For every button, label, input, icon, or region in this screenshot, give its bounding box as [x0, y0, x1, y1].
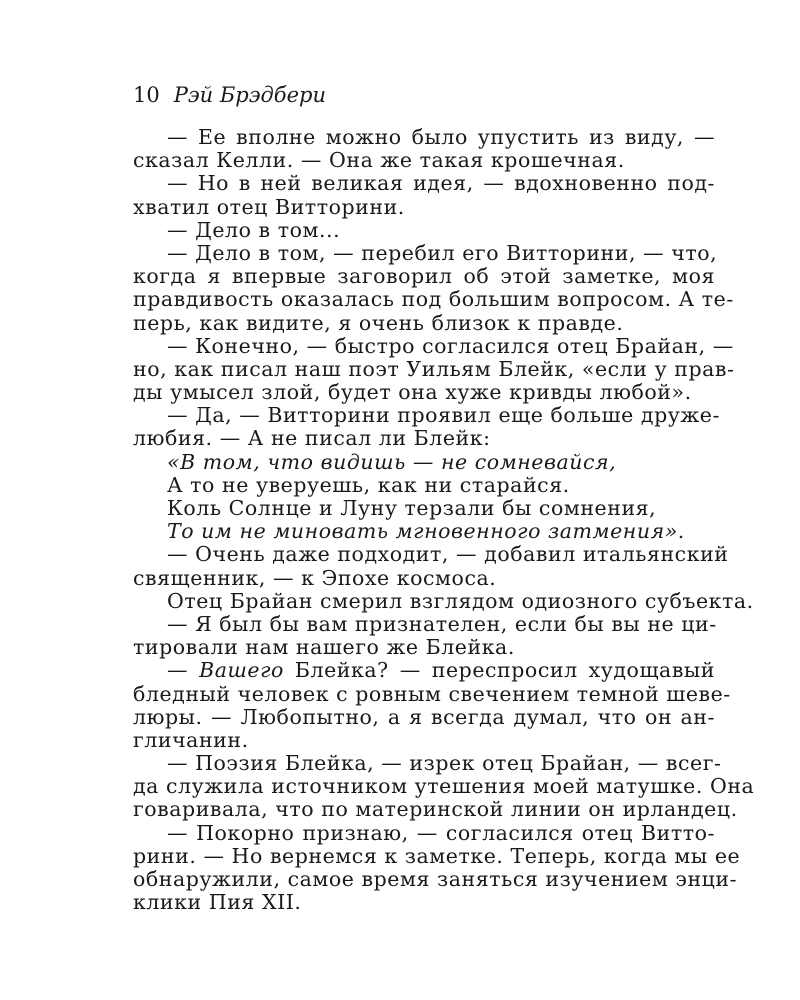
text-line: — Дело в том, — перебил его Витторини, — что, — [167, 240, 718, 265]
body-text — [133, 125, 755, 915]
text-line: — Ее вполне можно было упустить из виду, — — [167, 125, 715, 149]
text-line: люры. — Любопытно, а я всегда думал, что он ан- — [133, 704, 715, 729]
text-line-prefix: — — [167, 658, 200, 683]
text-line: говаривала, что по материнской линии он ирландец. — [133, 797, 738, 822]
text-line: бледный человек с ровным свечением темной шеве- — [133, 681, 731, 706]
poem-line: То им не миновать мгновенного затмения». — [167, 519, 685, 544]
text-line: да служила источником утешения моей матушке. Она — [133, 774, 755, 799]
text-line: — Покорно признаю, — согласился отец Витто- — [167, 820, 715, 845]
emphasized-word: Вашего — [199, 658, 284, 683]
text-line: правдивость оказалась под большим вопросом. А те- — [133, 287, 734, 312]
text-line: сказал Келли. — Она же такая крошечная. — [133, 148, 625, 173]
text-line: перь, как видите, я очень близок к правде. — [133, 310, 624, 335]
running-head: Рэй Брэдбери — [173, 83, 326, 107]
page-number: 10 — [133, 83, 160, 107]
text-line: — Очень даже подходит, — добавил итальянский — [167, 542, 729, 567]
text-line: — Дело в том... — [167, 217, 341, 242]
text-line: — Конечно, — быстро согласился отец Брайан, — — [167, 333, 734, 358]
text-line: когда я впервые заговорил об этой заметке, моя — [133, 264, 715, 289]
text-line: Отец Брайан смерил взглядом одиозного субъекта. — [167, 588, 754, 613]
text-line: гличанин. — [133, 727, 249, 752]
text-line: но, как писал наш поэт Уильям Блейк, «если у прав- — [133, 356, 735, 381]
poem-line: «В том, что видишь — не сомневайся, — [167, 449, 617, 474]
text-line: — Я был бы вам признателен, если бы вы не ци- — [167, 611, 717, 636]
page-header — [133, 80, 326, 110]
text-line: клики Пия XII. — [133, 890, 302, 915]
text-line: любия. — А не писал ли Блейк: — [133, 426, 491, 451]
poem-line: Коль Солнце и Луну терзали бы сомнения, — [167, 496, 657, 520]
text-line-with-emphasis — [133, 659, 715, 682]
text-line: тировали нам нашего же Блейка. — [133, 635, 515, 660]
text-line: — Но в ней великая идея, — вдохновенно под- — [167, 171, 715, 196]
text-line: — Да, — Витторини проявил еще больше друже- — [167, 403, 720, 428]
poem-line: А то не уверуешь, как ни старайся. — [167, 472, 570, 497]
text-line: обнаружили, самое время заняться изучением энци- — [133, 867, 738, 891]
text-line-rest: Блейка? — переспросил худощавый — [283, 658, 715, 683]
text-line: священник, — к Эпохе космоса. — [133, 565, 497, 590]
text-line: рини. — Но вернемся к заметке. Теперь, когда мы ее — [133, 843, 741, 868]
text-line: — Поэзия Блейка, — изрек отец Брайан, — всег- — [167, 751, 722, 776]
text-line: хватил отец Витторини. — [133, 194, 405, 219]
text-line: ды умысел злой, будет она хуже кривды любой». — [133, 380, 692, 405]
